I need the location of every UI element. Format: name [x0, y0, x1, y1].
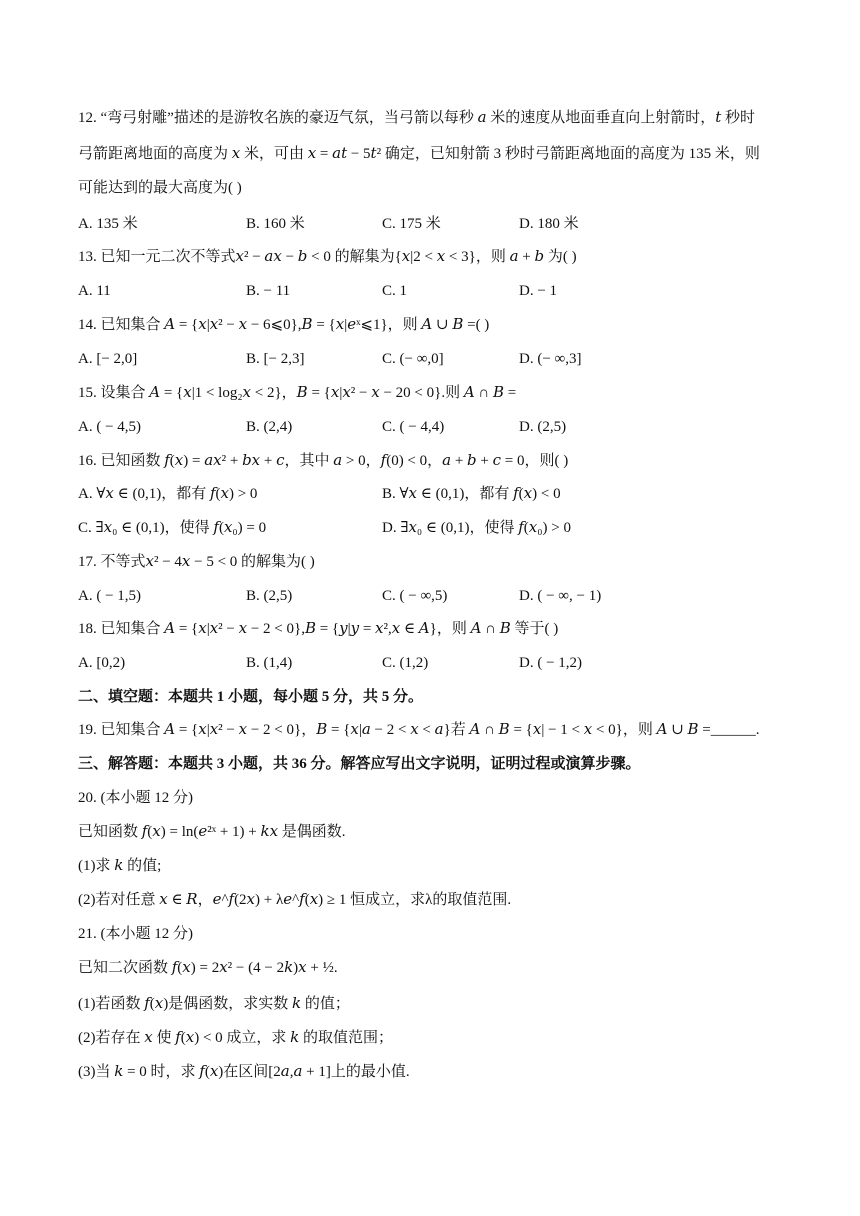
option-a: A. [0,2)	[78, 655, 126, 671]
option-c: C. ( − 4,4)	[382, 419, 445, 435]
option-d: D. ( − 1,2)	[519, 655, 583, 671]
q17-stem: 17. 不等式𝑥² − 4𝑥 − 5 < 0 的解集为( )	[78, 554, 315, 570]
option-b: B. ∀𝑥 ∈ (0,1)，都有 𝑓(𝑥) < 0	[382, 486, 561, 502]
option-a: A. 11	[78, 283, 111, 299]
q16-options-row2	[78, 518, 784, 538]
option-c: C. (1,2)	[382, 655, 429, 671]
option-a: A. ∀𝑥 ∈ (0,1)，都有 𝑓(𝑥) > 0	[78, 486, 258, 502]
option-c: C. 175 米	[382, 216, 441, 232]
q19-stem: 19. 已知集合 𝐴 = {𝑥|𝑥² − 𝑥 − 2 < 0}，𝐵 = {𝑥|𝑎 − 2 < 𝑥 < 𝑎}若 𝐴 ∩ 𝐵 = {𝑥| − 1 < 𝑥 < 0}，则 𝐴 ∪ 𝐵 =______.	[78, 722, 760, 738]
option-a: A. [− 2,0]	[78, 351, 138, 367]
option-b: B. (2,4)	[246, 419, 293, 435]
q17-options	[78, 586, 784, 606]
q14-options	[78, 349, 784, 369]
q12-line1: 12. “弯弓射雕”描述的是游牧名族的豪迈气氛，当弓箭以每秒 𝑎 米的速度从地面垂直向上射箭时，𝑡 秒时	[78, 110, 756, 126]
q20-part2: (2)若对任意 𝑥 ∈ 𝑅，𝑒^𝑓(2𝑥) + λ𝑒^𝑓(𝑥) ≥ 1 恒成立，求λ的取值范围.	[78, 892, 512, 908]
q20-stem: 已知函数 𝑓(𝑥) = ln(𝑒²ˣ + 1) + 𝑘𝑥 是偶函数.	[78, 824, 346, 840]
option-b: B. 160 米	[246, 216, 305, 232]
option-a: A. ( − 4,5)	[78, 419, 142, 435]
q16-stem: 16. 已知函数 𝑓(𝑥) = 𝑎𝑥² + 𝑏𝑥 + 𝑐，其中 𝑎 > 0，𝑓(0) < 0，𝑎 + 𝑏 + 𝑐 = 0，则( )	[78, 453, 569, 469]
option-c: C. 1	[382, 283, 408, 299]
option-a: A. 135 米	[78, 216, 138, 232]
q20-header: 20. (本小题 12 分)	[78, 790, 193, 806]
q13-stem: 13. 已知一元二次不等式𝑥² − 𝑎𝑥 − 𝑏 < 0 的解集为{𝑥|2 < 𝑥 < 3}，则 𝑎 + 𝑏 为( )	[78, 249, 577, 265]
option-d: D. 180 米	[519, 216, 579, 232]
q12-line3: 可能达到的最大高度为( )	[78, 180, 242, 196]
q15-options	[78, 417, 784, 437]
q21-part2: (2)若存在 𝑥 使 𝑓(𝑥) < 0 成立，求 𝑘 的取值范围；	[78, 1030, 394, 1046]
q21-header: 21. (本小题 12 分)	[78, 926, 193, 942]
option-b: B. (2,5)	[246, 588, 293, 604]
option-c: C. ( − ∞,5)	[382, 588, 448, 604]
q18-stem: 18. 已知集合 𝐴 = {𝑥|𝑥² − 𝑥 − 2 < 0},𝐵 = {𝑦|𝑦 = 𝑥²,𝑥 ∈ 𝐴}，则 𝐴 ∩ 𝐵 等于( )	[78, 621, 559, 637]
q21-part1: (1)若函数 𝑓(𝑥)是偶函数，求实数 𝑘 的值；	[78, 996, 350, 1012]
option-c: C. ∃𝑥₀ ∈ (0,1)，使得 𝑓(𝑥₀) = 0	[78, 520, 267, 536]
option-a: A. ( − 1,5)	[78, 588, 142, 604]
q21-stem: 已知二次函数 𝑓(𝑥) = 2𝑥² − (4 − 2𝑘)𝑥 + ½.	[78, 960, 338, 976]
option-b: B. [− 2,3]	[246, 351, 305, 367]
option-d: D. (2,5)	[519, 419, 567, 435]
option-d: D. (− ∞,3]	[519, 351, 582, 367]
q12-line2: 弓箭距离地面的高度为 𝑥 米，可由 𝑥 = 𝑎𝑡 − 5𝑡² 确定，已知射箭 3 秒时弓箭距离地面的高度为 135 米，则	[78, 146, 760, 162]
section-heading-fill-blank: 二、填空题：本题共 1 小题，每小题 5 分，共 5 分。	[78, 689, 424, 705]
q15-stem: 15. 设集合 𝐴 = {𝑥|1 < log₂𝑥 < 2}，𝐵 = {𝑥|𝑥² − 𝑥 − 20 < 0}.则 𝐴 ∩ 𝐵 =	[78, 385, 517, 401]
option-d: D. ( − ∞, − 1)	[519, 588, 602, 604]
q16-options-row1	[78, 484, 784, 504]
section-heading-answer: 三、解答题：本题共 3 小题，共 36 分。解答应写出文字说明，证明过程或演算步骤。	[78, 756, 641, 772]
q13-options	[78, 281, 784, 301]
q21-part3: (3)当 𝑘 = 0 时，求 𝑓(𝑥)在区间[2𝑎,𝑎 + 1]上的最小值.	[78, 1064, 410, 1080]
q18-options	[78, 653, 784, 673]
q20-part1: (1)求 𝑘 的值;	[78, 858, 162, 874]
q12-options	[78, 214, 784, 234]
option-b: B. − 11	[246, 283, 291, 299]
option-d: D. ∃𝑥₀ ∈ (0,1)，使得 𝑓(𝑥₀) > 0	[382, 520, 571, 536]
q14-stem: 14. 已知集合 𝐴 = {𝑥|𝑥² − 𝑥 − 6⩽0},𝐵 = {𝑥|𝑒ˣ⩽1}，则 𝐴 ∪ 𝐵 =( )	[78, 317, 490, 333]
option-d: D. − 1	[519, 283, 558, 299]
option-c: C. (− ∞,0]	[382, 351, 444, 367]
option-b: B. (1,4)	[246, 655, 293, 671]
